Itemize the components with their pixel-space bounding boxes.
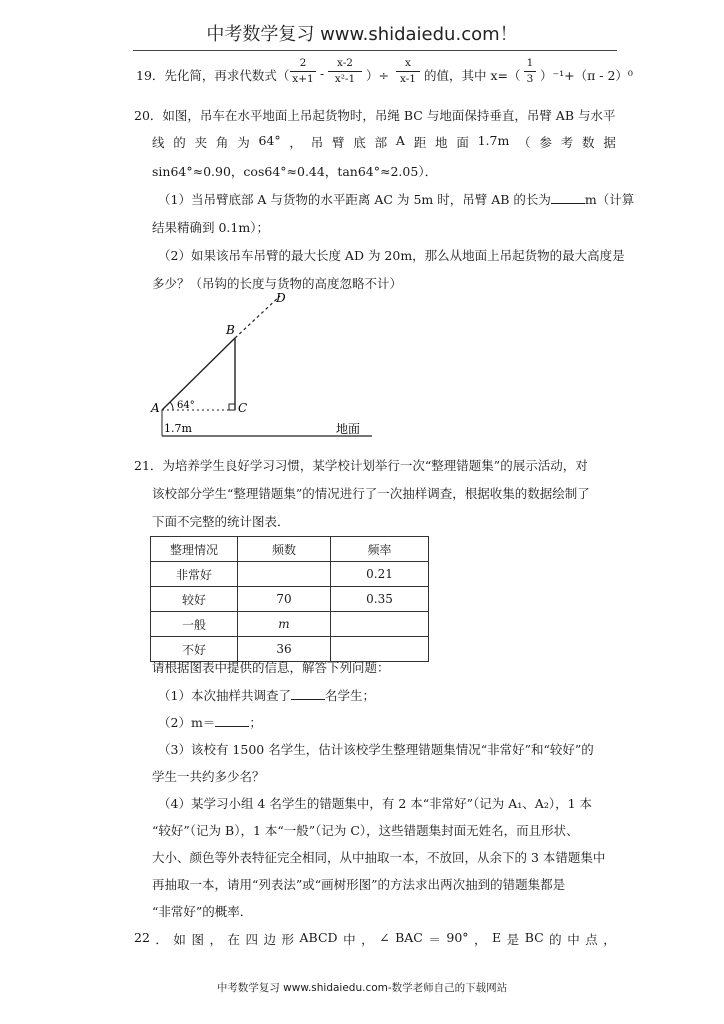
q20-line-4 bbox=[158, 190, 634, 208]
q22-word: BAC bbox=[395, 930, 423, 945]
q22-word: ． bbox=[155, 932, 168, 947]
q19-after: 的值，其中 x=（ bbox=[424, 68, 521, 83]
q20-line-2-word: 吊 bbox=[310, 135, 324, 150]
q20-line-2-word: 部 bbox=[374, 135, 388, 150]
q19-fraction-3 bbox=[396, 58, 420, 84]
q20-line-2-word: 距 bbox=[413, 135, 427, 150]
q19-f1-denominator: x+1 bbox=[292, 72, 314, 85]
q19-f4-denominator: 3 bbox=[526, 72, 534, 85]
q21-line-7: （3）该校有 1500 名学生，估计该校学生整理错题集情况“非常好”和“较好”的 bbox=[158, 742, 594, 757]
q19-minus: - bbox=[320, 66, 325, 81]
crane-arm-extension-BD bbox=[235, 296, 280, 338]
q22-word: 四 bbox=[245, 932, 258, 947]
q19-f4-numerator: 1 bbox=[526, 57, 534, 69]
q20-line-7: 多少？（吊钩的长度与货物的高度忽略不计） bbox=[152, 276, 403, 291]
q21-line-10: “较好”（记为 B），1 本“一般”（记为 C），这些错题集封面无姓名，而且形状、 bbox=[152, 823, 579, 838]
table-cell bbox=[238, 562, 331, 587]
frequency-table bbox=[150, 536, 429, 662]
q21-line-9: （4）某学习小组 4 名学生的错题集中，有 2 本“非常好”（记为 A₁、A₂），1 本 bbox=[158, 796, 593, 811]
q20-line-6: （2）如果该吊车吊臂的最大长度 AD 为 20m，那么从地面上吊起货物的最大高度是 bbox=[158, 248, 625, 263]
q19-fraction-1 bbox=[290, 58, 316, 84]
q22-word: 边 bbox=[263, 932, 277, 947]
table-cell: 不好 bbox=[151, 637, 238, 662]
q22-word: 图 bbox=[191, 932, 204, 947]
q20-line-2-word: 角 bbox=[215, 135, 229, 150]
page-footer: 中考数学复习 www.shidaiedu.com-数学老师自己的下载网站 bbox=[216, 982, 508, 994]
q20-line-2-word: 数 bbox=[582, 135, 595, 150]
label-B: B bbox=[226, 323, 235, 337]
height-label: 1.7m bbox=[164, 422, 192, 435]
table-header-cell: 整理情况 bbox=[151, 537, 238, 562]
q19-mid: ）÷ bbox=[366, 68, 389, 83]
q22-word: 点 bbox=[585, 932, 598, 947]
q21-line-6-tail: ； bbox=[249, 715, 262, 730]
label-C: C bbox=[238, 401, 248, 415]
q21-line-8: 学生一共约多少名？ bbox=[152, 769, 265, 784]
q19-fraction-2 bbox=[328, 58, 362, 84]
q21-line-2: 该校部分学生“整理错题集”的情况进行了一次抽样调查，根据收集的数据绘制了 bbox=[152, 486, 590, 501]
q22-word: ， bbox=[361, 932, 374, 947]
ground-label: 地面 bbox=[336, 422, 361, 436]
q22-word: BC bbox=[524, 930, 544, 945]
q22-word: 中 bbox=[567, 932, 580, 947]
q20-line-2 bbox=[152, 133, 616, 151]
table-cell: 较好 bbox=[151, 587, 238, 612]
q20-line-2-word: A bbox=[395, 133, 405, 148]
table-row bbox=[151, 562, 429, 587]
angle-label: 64° bbox=[177, 400, 195, 411]
q20-line-2-word: 考 bbox=[560, 135, 574, 150]
q20-line-2-word: 臂 bbox=[332, 135, 345, 150]
q22-word: ＝ bbox=[428, 932, 441, 947]
q20-line-2-word: 夹 bbox=[194, 135, 208, 150]
q22-word: ∠ bbox=[379, 930, 390, 945]
q21-m-blank[interactable] bbox=[215, 715, 249, 727]
q21-line-5 bbox=[158, 686, 375, 704]
table-cell: m bbox=[238, 612, 331, 637]
q21-line-6 bbox=[158, 713, 262, 731]
q19-f1-numerator: 2 bbox=[299, 57, 307, 69]
q21-count-blank[interactable] bbox=[291, 688, 325, 700]
q21-line-4: 请根据图表中提供的信息，解答下列问题： bbox=[152, 660, 390, 675]
table-cell: 0.35 bbox=[331, 587, 429, 612]
q20-line-2-word: 据 bbox=[603, 135, 616, 150]
crane-figure bbox=[140, 288, 380, 440]
q20-line-2-word: ， bbox=[289, 135, 302, 150]
right-angle-mark bbox=[229, 404, 235, 410]
q22-word: ， bbox=[474, 932, 487, 947]
q19-f3-numerator: x bbox=[405, 57, 411, 69]
q21-line-6-text: （2）m＝ bbox=[158, 715, 216, 730]
angle-arc bbox=[170, 402, 173, 410]
q21-line-1: 21．为培养学生良好学习习惯，某学校计划举行一次“整理错题集”的展示活动，对 bbox=[134, 458, 588, 473]
q21-line-5-text: （1）本次抽样共调查了 bbox=[158, 688, 291, 703]
q21-line-5-tail: 名学生； bbox=[324, 688, 375, 703]
q22-word: 如 bbox=[173, 932, 186, 947]
header-rule bbox=[133, 50, 617, 51]
q20-line-2-word: 面 bbox=[456, 135, 469, 150]
q22-word: 90° bbox=[446, 930, 469, 945]
q20-answer-blank[interactable] bbox=[551, 192, 585, 204]
q22-word: 在 bbox=[227, 932, 240, 947]
table-cell: 36 bbox=[238, 637, 331, 662]
q22-word: ， bbox=[209, 932, 222, 947]
page-header: 中考数学复习 www.shidaiedu.com！ bbox=[206, 24, 518, 45]
q21-line-13: “非常好”的概率． bbox=[152, 904, 253, 919]
table-header-row bbox=[151, 537, 429, 562]
q21-line-3: 下面不完整的统计图表． bbox=[152, 514, 290, 529]
table-row bbox=[151, 587, 429, 612]
q22-word: 是 bbox=[506, 932, 520, 947]
q20-line-2-word: 线 bbox=[152, 135, 165, 150]
q20-line-4-tail: m（计算 bbox=[584, 192, 635, 207]
q19-fraction-4 bbox=[524, 58, 536, 84]
crane-arm-AB bbox=[162, 338, 235, 410]
q20-line-2-word: 地 bbox=[435, 135, 448, 150]
q20-line-2-word: 64° bbox=[258, 133, 281, 148]
q20-line-2-word: 的 bbox=[173, 135, 186, 150]
q20-line-5: 结果精确到 0.1m）； bbox=[152, 220, 269, 235]
question-22 bbox=[134, 930, 616, 948]
q20-line-4-text: （1）当吊臂底部 A 与货物的水平距离 AC 为 5m 时，吊臂 AB 的长为 bbox=[158, 192, 551, 207]
q20-line-2-word: 底 bbox=[353, 135, 366, 150]
q22-word: 22 bbox=[134, 930, 150, 945]
q22-word: 形 bbox=[281, 932, 295, 947]
table-cell: 非常好 bbox=[151, 562, 238, 587]
q20-line-2-word: 1.7m bbox=[477, 133, 510, 148]
q22-word: ， bbox=[603, 932, 616, 947]
q22-word: ABCD bbox=[299, 930, 338, 945]
table-row bbox=[151, 612, 429, 637]
q22-word: E bbox=[492, 930, 502, 945]
q20-line-2-word: （ bbox=[518, 135, 531, 150]
table-cell: 0.21 bbox=[331, 562, 429, 587]
q20-line-2-word: 参 bbox=[539, 135, 552, 150]
q19-prefix: 19．先化简，再求代数式（ bbox=[136, 68, 290, 83]
table-header-cell: 频率 bbox=[331, 537, 429, 562]
q22-word: 的 bbox=[549, 932, 562, 947]
q19-f2-numerator: x-2 bbox=[337, 57, 353, 69]
table-header-cell: 频数 bbox=[238, 537, 331, 562]
q19-f2-denominator: x²-1 bbox=[334, 72, 356, 85]
label-A: A bbox=[151, 401, 160, 415]
q21-line-12: 再抽取一本，请用“列表法”或“画树形图”的方法求出两次抽到的错题集都是 bbox=[152, 877, 566, 892]
table-cell bbox=[331, 612, 429, 637]
label-D: D bbox=[276, 291, 286, 305]
q20-line-2-word: 为 bbox=[237, 135, 250, 150]
q19-f3-denominator: x-1 bbox=[400, 72, 416, 85]
q22-word: 中 bbox=[343, 932, 356, 947]
table-cell: 70 bbox=[238, 587, 331, 612]
q19-tail: ）⁻¹+（π - 2）⁰ bbox=[540, 68, 633, 83]
q20-line-3: sin64°≈0.90，cos64°≈0.44，tan64°≈2.05）． bbox=[152, 164, 438, 179]
table-cell: 一般 bbox=[151, 612, 238, 637]
q21-line-11: 大小、颜色等外表特征完全相同，从中抽取一本，不放回，从余下的 3 本错题集中 bbox=[152, 850, 606, 865]
q20-line-1: 20．如图，吊车在水平地面上吊起货物时，吊绳 BC 与地面保持垂直，吊臂 AB 与水平 bbox=[134, 108, 616, 123]
